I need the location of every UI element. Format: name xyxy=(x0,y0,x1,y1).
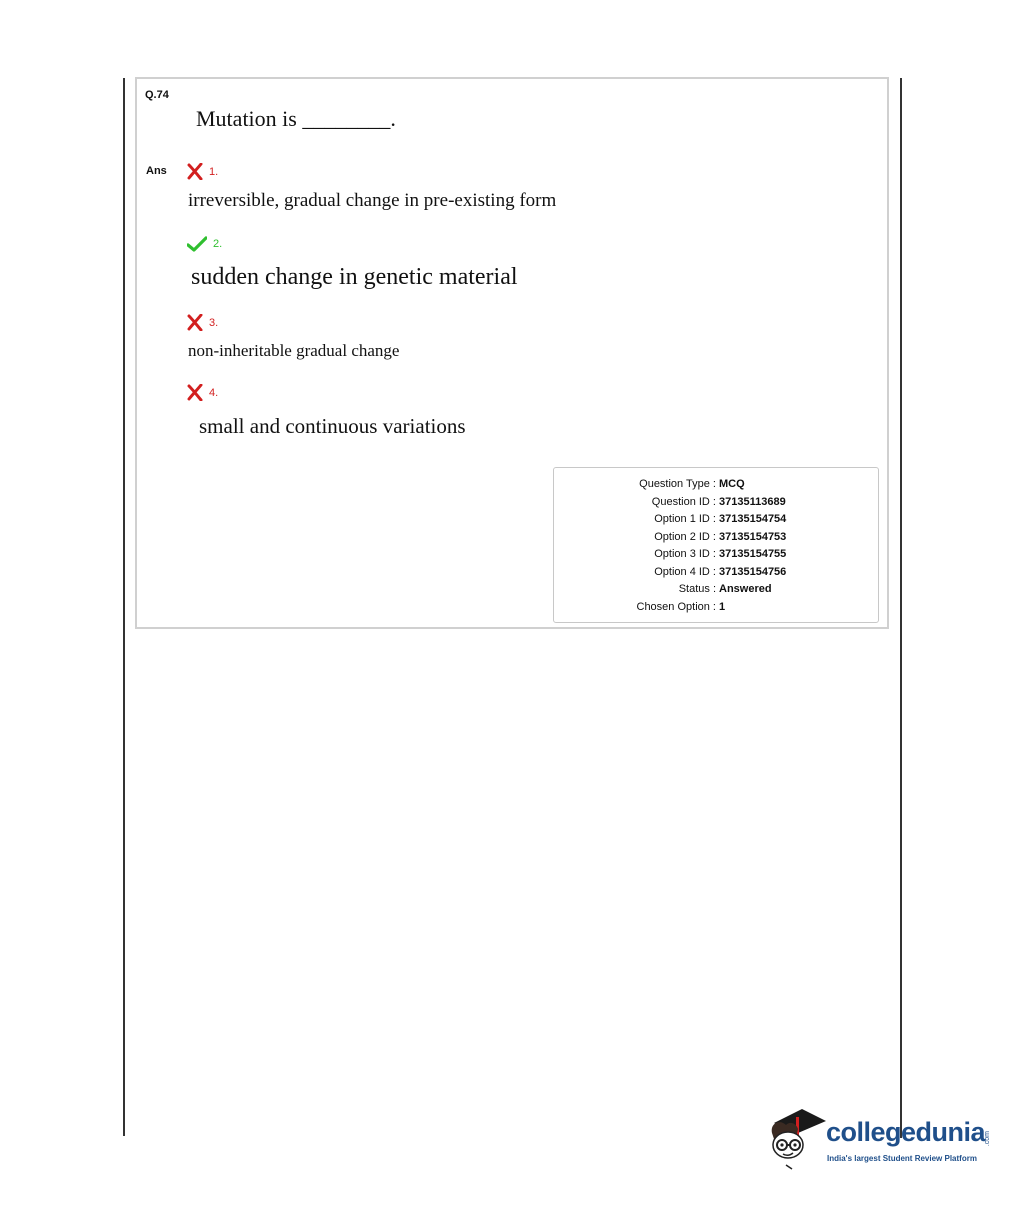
question-text: Mutation is ________. xyxy=(196,106,396,131)
logo-tagline: India's largest Student Review Platform xyxy=(827,1154,977,1163)
checkmark-icon xyxy=(187,236,207,252)
option-4-number: 4. xyxy=(209,386,219,399)
option-1-text: irreversible, gradual change in pre-existing form xyxy=(188,190,557,211)
meta-key: Option 2 ID : xyxy=(654,531,716,543)
page-right-rule xyxy=(900,78,902,1138)
meta-value: 37135154756 xyxy=(719,566,787,578)
meta-value: 37135154755 xyxy=(719,548,787,560)
cross-icon xyxy=(187,384,203,401)
meta-key: Question ID : xyxy=(651,496,716,508)
option-2-number: 2. xyxy=(213,238,223,250)
option-1-number: 1. xyxy=(209,165,219,178)
meta-value: MCQ xyxy=(719,478,745,490)
meta-key: Option 1 ID : xyxy=(654,513,716,525)
question-metadata-panel xyxy=(553,467,879,623)
option-4-text: small and continuous variations xyxy=(199,414,466,438)
meta-value: 37135154754 xyxy=(719,513,787,525)
meta-value: 1 xyxy=(719,601,726,613)
option-3-text: non-inheritable gradual change xyxy=(188,341,400,360)
meta-row xyxy=(554,477,878,491)
meta-value: 37135113689 xyxy=(719,496,786,508)
option-1-mark xyxy=(187,163,218,180)
cross-icon xyxy=(187,163,203,180)
option-2-text: sudden change in genetic material xyxy=(191,264,518,290)
meta-key: Option 3 ID : xyxy=(654,548,716,560)
meta-key: Option 4 ID : xyxy=(654,566,716,578)
meta-row xyxy=(554,512,878,526)
answer-label: Ans xyxy=(146,165,167,177)
page-left-rule xyxy=(123,78,125,1136)
collegedunia-logo xyxy=(766,1103,996,1173)
meta-row xyxy=(554,582,878,596)
option-4-mark xyxy=(187,384,218,401)
meta-row xyxy=(554,565,878,579)
student-mascot-icon xyxy=(766,1103,828,1173)
meta-value: Answered xyxy=(719,583,772,595)
option-3-number: 3. xyxy=(209,316,219,329)
meta-key: Question Type : xyxy=(639,478,716,490)
meta-row xyxy=(554,547,878,561)
logo-dotcom: .com xyxy=(984,1131,991,1147)
option-3-mark xyxy=(187,314,218,331)
meta-row xyxy=(554,600,878,614)
cross-icon xyxy=(187,314,203,331)
meta-value: 37135154753 xyxy=(719,531,787,543)
meta-row xyxy=(554,530,878,544)
meta-key: Chosen Option : xyxy=(636,601,716,613)
logo-brand-text: collegedunia xyxy=(826,1117,986,1147)
option-2-mark xyxy=(187,236,222,252)
question-card xyxy=(135,77,889,629)
question-number: Q.74 xyxy=(145,89,169,101)
meta-key: Status : xyxy=(678,583,716,595)
meta-row xyxy=(554,495,878,509)
